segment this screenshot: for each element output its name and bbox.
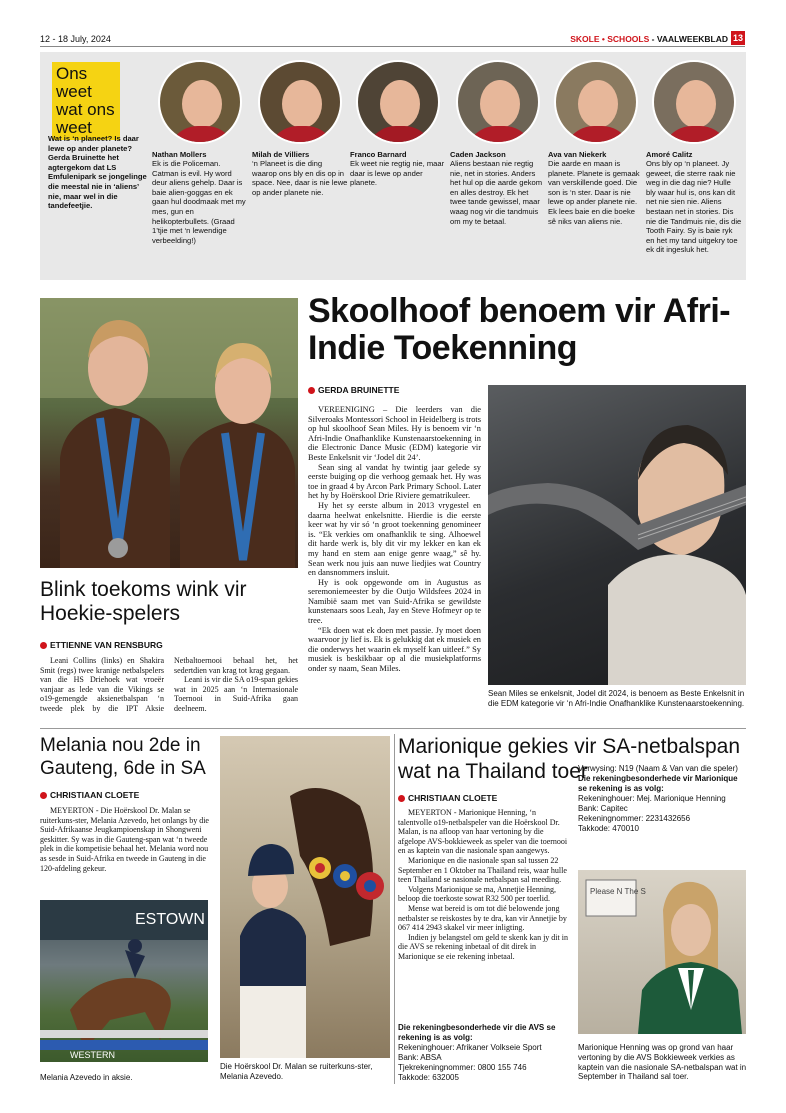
melania-headline: Melania nou 2de in Gauteng, 6de in SA [40, 735, 206, 779]
article-paragraph: VEREENIGING – Die leerders van die Silveroaks Montessori School in Heidelberg is trots op hul skoolhoof Sean Miles. Hy is benoem vir ‘n Afri-Indie Onafhanklike Kunstenaarstoekenning in die Electronic Dance Music (EDM) kategorie vir Beste Enkelsnit vir ‘Jodel dit 24’. [308, 405, 481, 462]
netball-body [40, 656, 298, 714]
sean-miles-photo [488, 385, 746, 685]
marionique-bank-details [578, 764, 746, 834]
bullet-icon [398, 795, 405, 802]
column-divider [394, 734, 395, 1084]
avs-bank-details [398, 1023, 574, 1083]
melania-horse-photo [220, 736, 390, 1058]
skoolhoof-headline: Skoolhoof benoem vir Afri-Indie Toekenning [308, 292, 731, 367]
kid-quote: ‘n Planeet is die ding waarop ons bly en dis op in space. Nee, daar is nie lewe op ander planete nie. [252, 159, 348, 197]
article-paragraph: Leani Collins (links) en Shakira Smit (regs) twee kranige netbalspelers van die HS Driehoek wat vroeër vanjaar as lede van die Vikings se o19-gemengde aksienetbalspan ‘n tweede plek by die IPT Aksie Netbaltoernooi behaal het, het sedertdien van krag tot krag gegaan. [40, 656, 298, 713]
marionique-caption: Marionique Henning was op grond van haar vertoning by die AVS Bokkieweek verkies as kaptein van die nasionale SA-netbalspan wat in September in Thailand sal toer. [578, 1043, 747, 1082]
byline-author: ETTIENNE VAN RENSBURG [50, 640, 163, 650]
article-paragraph: MEYERTON - Die Hoërskool Dr. Malan se ruiterkuns-ster, Melania Azevedo, het onlangs by die Suid-Afrikaanse Jeugkampioenskap in Shongweni geskitter. Sy was in die Gauteng-span wat ‘n tweede plek in die kompetisie behaal het. Melania word nou as sesde in Suid-Afrika en tweede in Gauteng in die 120-afdeling gekeur. [40, 806, 209, 873]
marionique-body [398, 808, 570, 962]
article-paragraph: MEYERTON - Marionique Henning, ‘n talentvolle o19-netbalspeler van die Hoërskool Dr. Malan, is na afloop van haar vertoning by die afgelope AVS-bokkieweek as speler van die toernooi en as kaptein van die nasionale span aangewys. [398, 808, 568, 856]
bank-line: Takkode: 470010 [578, 824, 639, 833]
kid-name: Ava van Niekerk [548, 150, 607, 159]
kid-name: Franco Barnard [350, 150, 407, 159]
article-paragraph: Mense wat bereid is om tot dié belowende jong netbalster se reiskostes by te dra, kan vir Annetjie by 067 414 2943 skakel vir meer inligting. [398, 903, 567, 933]
section-publication: - VAALWEEKBLAD [651, 34, 728, 44]
bullet-icon [40, 792, 47, 799]
article-paragraph: Marionique en die nasionale span sal tussen 22 September en 1 Oktober na Thailand reis, waar hulle teen Thailand se nasionale netbalspan sal meeding. [398, 855, 567, 885]
kid-profile [548, 60, 644, 226]
panel-intro: Wat is ‘n planeet? Is daar lewe op ander planete? Gerda Bruinette het agtergekom dat LS Emfulenipark se jongelinge die meestal nie in ‘aliens’ nie, maar wel in die tandefeetjie. [48, 134, 147, 211]
showjumping-caption: Melania Azevedo in aksie. [40, 1073, 133, 1082]
bank-line: Bank: Capitec [578, 804, 628, 813]
bank-line: Bank: ABSA [398, 1053, 442, 1062]
netball-headline: Blink toekoms wink vir Hoekie-spelers [40, 578, 247, 625]
article-paragraph: “Ek doen wat ek doen met passie. Jy moet doen waarvoor jy lief is. Ek is gelukkig dat ek musiek en die onderwys het waarin ek myself kan uitleef.” Sy musiek is beskikbaar op al die musiekplatforms onder sy naam, Sean Miles. [308, 625, 481, 674]
page-number: 13 [732, 33, 743, 43]
kid-quote: Ek weet nie regtig nie, maar daar is lewe op ander planete. [350, 159, 445, 188]
kid-quote: Ons bly op ‘n planeet. Jy geweet, die sterre raak nie weg in die dag nie? Hulle bly waar hul is, ons kan dit net nie sien nie. Aliens bestaan net in stories. Dis nie die Tandmuis nie, dis die Tooth Fairy. Sy is baie ryk en het my tand uitgekry toe ek dit ingesluk het. [646, 159, 742, 255]
kid-photo [554, 60, 638, 144]
kid-photo [456, 60, 540, 144]
article-paragraph: Volgens Marionique se ma, Annetjie Henning, beloop die toerkoste sowat R32 500 per toerlid. [398, 884, 557, 904]
section-schools: SCHOOLS [607, 34, 650, 44]
banner-bottom-text: WESTERN [70, 1050, 115, 1060]
ons-weet-panel [40, 52, 746, 280]
banner-text: ESTOWN [135, 911, 205, 928]
bank-line: Takkode: 632005 [398, 1073, 459, 1082]
section-separator: • [601, 34, 605, 44]
kid-profile [646, 60, 742, 255]
kid-photo [158, 60, 242, 144]
netball-players-photo [40, 298, 298, 568]
skoolhoof-body [308, 405, 481, 674]
kid-photo [356, 60, 440, 144]
sign-text: Please N The S [590, 887, 646, 896]
kid-profile [152, 60, 248, 245]
marionique-headline: Marionique gekies vir SA-netbalspan wat na Thailand toer [398, 735, 741, 783]
kid-name: Caden Jackson [450, 150, 506, 159]
kid-photo [258, 60, 342, 144]
header-rule [40, 46, 745, 47]
bullet-icon [308, 387, 315, 394]
byline-author: GERDA BRUINETTE [318, 385, 400, 395]
panel-title: Ons weet wat ons weet [52, 62, 120, 140]
bank-line: Rekeningnommer: 2231432656 [578, 814, 691, 823]
kid-profile [350, 60, 446, 188]
kid-name: Amoré Calitz [646, 150, 693, 159]
melania-body [40, 806, 216, 873]
section-divider [40, 728, 746, 729]
kid-quote: Die aarde en maan is planete. Planete is gemaak van verskillende goed. Die son is ‘n ster. Daar is nie lewe op ander planete nie. Ek lees baie en die boeke sê niks van aliens nie. [548, 159, 640, 226]
kid-name: Milah de Villiers [252, 150, 310, 159]
bank-reference: Verwysing: N19 (Naam & Van van die speler) [578, 764, 738, 773]
melania-horse-caption: Die Hoërskool Dr. Malan se ruiterkuns-ster, Melania Azevedo. [220, 1062, 373, 1081]
kid-profile [450, 60, 546, 226]
bank-line: Rekeninghouer: Afrikaner Volkseie Sport [398, 1043, 542, 1052]
bank-line: Rekeninghouer: Mej. Marionique Henning [578, 794, 726, 803]
marionique-byline [398, 793, 497, 803]
kid-photo [652, 60, 736, 144]
section-skole: SKOLE [570, 34, 600, 44]
showjumping-photo [40, 900, 208, 1062]
article-paragraph: Leani is vir die SA o19-span gekies wat in 2025 aan ‘n Internasionale Toernooi in Suid-Afrika gaan deelneem. [174, 675, 298, 713]
kid-quote: Ek is die Policeman. Catman is evil. Hy word deur aliens gehelp. Daar is baie alien-goggas en ek gaan hul doodmaak met my mes, gun en helikopterbullets. (Graad 1’tjie met ‘n lewendige verbeelding!) [152, 159, 246, 245]
article-paragraph: Hy het sy eerste album in 2013 vrygestel en daarna heelwat enkelsnitte. Hierdie is die eerste keer wat hy vir só ‘n groot toekenning genomineer is. “Ek verkies om onafhanklik te sing. Alhoewel dit harde werk is, bly dit vir my lekker en kan ek my hand en stem aan enige genre waag,” sê hy. Sean werk nou juis aan nuwe liedjies wat Country en dansnommers insluit. [308, 500, 481, 578]
skoolhoof-byline [308, 385, 399, 395]
section-label [570, 34, 728, 44]
melania-byline [40, 790, 139, 800]
byline-author: CHRISTIAAN CLOETE [50, 790, 140, 800]
kid-profile [252, 60, 348, 197]
marionique-photo [578, 870, 746, 1034]
netball-byline [40, 640, 163, 650]
kid-name: Nathan Mollers [152, 150, 207, 159]
byline-author: CHRISTIAAN CLOETE [408, 793, 498, 803]
bank-line: Tjekrekeningnommer: 0800 155 746 [398, 1063, 527, 1072]
article-paragraph: Hy is ook opgewonde om in Augustus as seremoniemeester by die Outjo Wildsfees 2024 in Namibië saam met van Suid-Afrika se gewildste kunstenaars soos Leah, Jay en Steve Hofmeyr op te tree. [308, 577, 481, 626]
kid-quote: Aliens bestaan nie regtig nie, net in stories. Anders het hul op die aarde gekom en alles destroy. Ek het twee tande gewissel, maar waag nog vir die tandmuis om my te betaal. [450, 159, 543, 226]
issue-date: 12 - 18 July, 2024 [40, 34, 111, 44]
bullet-icon [40, 642, 47, 649]
article-paragraph: Sean sing al vandat hy twintig jaar gelede sy eerste buiging op die verhoog gemaak het. Hy was toe in graad 4 by Arcon Park Primary School. Later het hy by Hoërskool Drie Riviere gematrikuleer. [308, 462, 481, 501]
sean-miles-caption: Sean Miles se enkelsnit, Jodel dit 2024, is benoem as Beste Enkelsnit in die EDM kategorie vir ‘n Afri-Indie Onafhanklike Kunstenaarstoekenning. [488, 689, 745, 708]
bank-heading: Die rekeningbesonderhede vir Marionique se rekening is as volg: [578, 774, 738, 793]
bank-heading: Die rekeningbesonderhede vir die AVS se rekening is as volg: [398, 1023, 556, 1042]
article-paragraph: Indien jy belangstel om geld te skenk kan jy dit in die AVS se rekening inbetaal of dit direk in Marionique se eie rekening inbetaal. [398, 932, 568, 961]
